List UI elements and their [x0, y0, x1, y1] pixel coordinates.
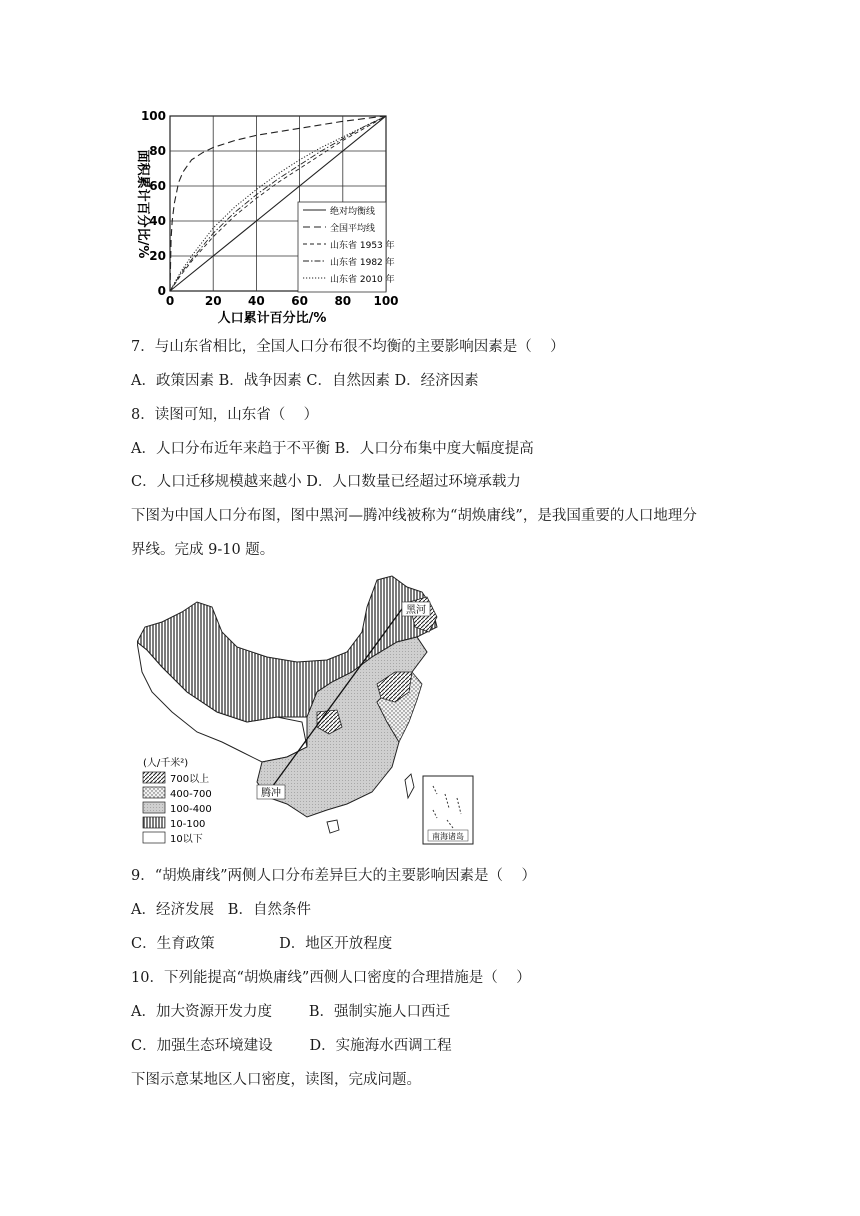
q7-stem: 7．与山东省相比，全国人口分布很不均衡的主要影响因素是（ ） [131, 339, 565, 355]
label-tengchong: 腾冲 [261, 788, 281, 799]
legend-swatch-100-400 [143, 802, 165, 813]
x-tick-label: 0 [165, 294, 175, 308]
y-tick-label: 80 [149, 144, 166, 158]
legend-swatch-10-100 [143, 817, 165, 828]
map-svg [137, 572, 477, 852]
legend-label-0: 绝对均衡线 [330, 207, 376, 217]
y-tick-label: 0 [157, 284, 166, 298]
q10-stem: 10．下列能提高“胡焕庸线”西侧人口密度的合理措施是（ ） [131, 970, 531, 986]
intro-9-10-line2: 界线。完成 9-10 题。 [131, 542, 275, 558]
legend-swatch-700-plus [143, 772, 165, 783]
legend-label-below-10: 10以下 [170, 834, 203, 845]
x-tick-label: 40 [248, 294, 265, 308]
q10-options-2: C．加强生态环境建设 D．实施海水西调工程 [131, 1038, 452, 1054]
q9-options-2: C．生育政策 D．地区开放程度 [131, 936, 393, 952]
q10-options-1: A．加大资源开发力度 B．强制实施人口西迁 [131, 1004, 450, 1020]
x-tick-label: 80 [334, 294, 352, 308]
legend-label-3: 山东省 1982 年 [330, 258, 395, 268]
q8-stem: 8．读图可知，山东省（ ） [131, 407, 319, 423]
q9-stem: 9．“胡焕庸线”两侧人口分布差异巨大的主要影响因素是（ ） [131, 868, 536, 884]
label-heihe: 黑河 [406, 605, 426, 616]
label-inset: 南海诸岛 [432, 832, 464, 841]
map-taiwan [405, 774, 414, 798]
legend-label-1: 全国平均线 [330, 224, 376, 234]
map-hainan [327, 820, 339, 833]
y-tick-label: 60 [149, 179, 166, 193]
x-tick-label: 20 [204, 294, 222, 308]
chart-legend [298, 202, 395, 292]
intro-next: 下图示意某地区人口密度，读图，完成问题。 [131, 1072, 421, 1088]
china-population-map [137, 572, 477, 852]
y-tick-label: 40 [149, 214, 166, 228]
y-tick-label: 100 [140, 109, 166, 123]
legend-swatch-below-10 [143, 832, 165, 843]
x-tick-label: 60 [291, 294, 308, 308]
legend-label-100-400: 100-400 [170, 804, 212, 815]
population-area-chart [130, 104, 405, 329]
y-tick-label: 20 [149, 249, 166, 263]
chart-svg [130, 104, 405, 329]
x-tick-label: 100 [373, 294, 399, 308]
legend-label-700-plus: 700以上 [170, 774, 210, 785]
legend-unit: (人/千米²) [143, 758, 189, 769]
q8-options-2: C．人口迁移规模越来越小 D．人口数量已经超过环境承载力 [131, 474, 521, 490]
legend-swatch-400-700 [143, 787, 165, 798]
legend-label-10-100: 10-100 [170, 819, 206, 830]
chart-ylabel: 面积累计百分比/% [135, 149, 150, 259]
intro-9-10-line1: 下图为中国人口分布图，图中黑河—腾冲线被称为“胡焕庸线”，是我国重要的人口地理分 [131, 508, 697, 524]
q7-options: A．政策因素 B．战争因素 C．自然因素 D．经济因素 [131, 373, 479, 389]
legend-label-2: 山东省 1953 年 [330, 241, 395, 251]
q9-options-1: A．经济发展 B．自然条件 [131, 902, 311, 918]
q8-options-1: A．人口分布近年来趋于不平衡 B．人口分布集中度大幅度提高 [131, 441, 534, 457]
legend-label-4: 山东省 2010 年 [330, 275, 395, 285]
legend-label-400-700: 400-700 [170, 789, 212, 800]
chart-xlabel: 人口累计百分比/% [217, 311, 327, 326]
